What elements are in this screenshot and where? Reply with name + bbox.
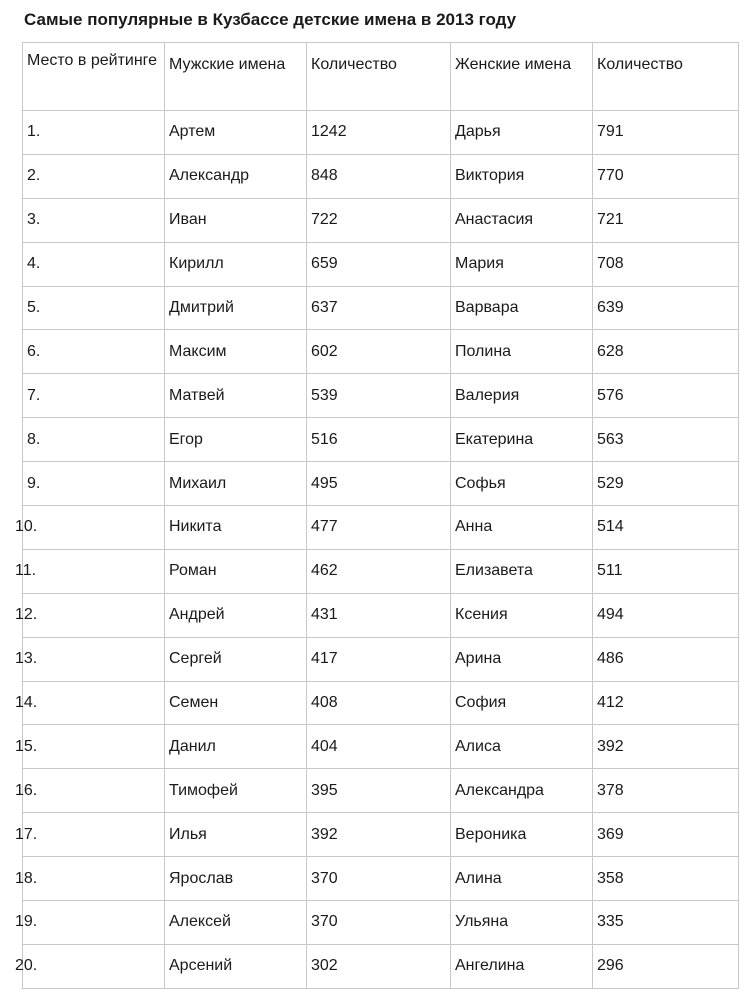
rank-cell xyxy=(23,418,165,462)
header-boy-names: Мужские имена xyxy=(165,43,307,111)
boy-name-cell: Сергей xyxy=(165,638,307,682)
rank-cell xyxy=(23,243,165,287)
girl-name-cell: Ангелина xyxy=(451,945,593,989)
rank-value: 14. xyxy=(15,694,38,712)
boy-name-cell: Максим xyxy=(165,330,307,374)
boy-name-cell: Илья xyxy=(165,813,307,857)
girl-count-cell: 791 xyxy=(593,111,739,155)
girl-count-cell: 378 xyxy=(593,769,739,813)
boy-count-cell: 637 xyxy=(307,287,451,331)
rank-value: 9. xyxy=(27,474,41,492)
boy-count-cell: 462 xyxy=(307,550,451,594)
girl-name-cell: Валерия xyxy=(451,374,593,418)
girl-name-cell: Екатерина xyxy=(451,418,593,462)
girl-count-cell: 412 xyxy=(593,682,739,726)
names-rating-table xyxy=(15,42,739,989)
boy-name-cell: Иван xyxy=(165,199,307,243)
boy-count-cell: 302 xyxy=(307,945,451,989)
girl-name-cell: Алиса xyxy=(451,725,593,769)
rank-value: 4. xyxy=(27,255,41,273)
girl-count-cell: 392 xyxy=(593,725,739,769)
boy-count-cell: 395 xyxy=(307,769,451,813)
header-rank: Место в рейтинге xyxy=(23,43,165,111)
table-row xyxy=(23,550,739,594)
rank-value: 5. xyxy=(27,299,41,316)
boy-name-cell: Александр xyxy=(165,155,307,199)
boy-name-cell: Арсений xyxy=(165,945,307,989)
boy-count-cell: 370 xyxy=(307,857,451,901)
rank-cell xyxy=(23,462,165,506)
rank-cell xyxy=(23,287,165,331)
girl-count-cell: 514 xyxy=(593,506,739,550)
table-row xyxy=(23,725,739,769)
rank-value: 1. xyxy=(27,123,41,141)
table-row xyxy=(23,418,739,462)
girl-name-cell: Арина xyxy=(451,638,593,682)
header-boy-count: Количество xyxy=(307,43,451,111)
boy-name-cell: Никита xyxy=(165,506,307,550)
girl-name-cell: Полина xyxy=(451,330,593,374)
boy-name-cell: Кирилл xyxy=(165,243,307,287)
boy-count-cell: 370 xyxy=(307,901,451,945)
rank-value: 6. xyxy=(27,342,41,360)
table-row xyxy=(23,243,739,287)
boy-name-cell: Дмитрий xyxy=(165,287,307,331)
boy-name-cell: Тимофей xyxy=(165,769,307,813)
girl-count-cell: 369 xyxy=(593,813,739,857)
girl-count-cell: 708 xyxy=(593,243,739,287)
rank-value: 12. xyxy=(15,606,38,624)
rank-cell xyxy=(23,330,165,374)
girl-count-cell: 511 xyxy=(593,550,739,594)
girl-count-cell: 296 xyxy=(593,945,739,989)
girl-name-cell: Алина xyxy=(451,857,593,901)
boy-count-cell: 539 xyxy=(307,374,451,418)
table-row xyxy=(23,111,739,155)
girl-name-cell: Александра xyxy=(451,769,593,813)
header-girl-count: Количество xyxy=(593,43,739,111)
rank-cell xyxy=(15,682,165,726)
rank-value: 8. xyxy=(27,430,41,448)
girl-name-cell: София xyxy=(451,682,593,726)
header-girl-names: Женские имена xyxy=(451,43,593,111)
table-row xyxy=(23,769,739,813)
rank-value: 19. xyxy=(15,913,38,931)
girl-count-cell: 486 xyxy=(593,638,739,682)
boy-name-cell: Андрей xyxy=(165,594,307,638)
rank-value: 3. xyxy=(27,211,41,229)
rank-cell xyxy=(23,155,165,199)
table-row xyxy=(23,945,739,989)
girl-count-cell: 770 xyxy=(593,155,739,199)
table-row xyxy=(23,155,739,199)
boy-name-cell: Роман xyxy=(165,550,307,594)
boy-name-cell: Артем xyxy=(165,111,307,155)
table-row xyxy=(23,857,739,901)
rank-value: 20. xyxy=(15,957,38,975)
boy-count-cell: 495 xyxy=(307,462,451,506)
girl-name-cell: Анастасия xyxy=(451,199,593,243)
rank-cell xyxy=(15,901,165,945)
boy-count-cell: 417 xyxy=(307,638,451,682)
table-row xyxy=(23,813,739,857)
girl-name-cell: Анна xyxy=(451,506,593,550)
rank-cell xyxy=(15,550,165,594)
girl-count-cell: 639 xyxy=(593,287,739,331)
table-row xyxy=(23,506,739,550)
girl-name-cell: Ксения xyxy=(451,594,593,638)
girl-count-cell: 494 xyxy=(593,594,739,638)
girl-name-cell: Дарья xyxy=(451,111,593,155)
rank-cell xyxy=(15,594,165,638)
boy-count-cell: 477 xyxy=(307,506,451,550)
rank-value: 18. xyxy=(15,869,38,887)
table-row xyxy=(23,199,739,243)
rank-cell xyxy=(15,813,165,857)
boy-name-cell: Матвей xyxy=(165,374,307,418)
boy-count-cell: 408 xyxy=(307,682,451,726)
rank-cell xyxy=(23,111,165,155)
rank-value: 7. xyxy=(27,386,41,404)
rank-value: 17. xyxy=(15,825,38,843)
girl-count-cell: 576 xyxy=(593,374,739,418)
rank-value: 11. xyxy=(15,562,37,580)
girl-name-cell: Мария xyxy=(451,243,593,287)
boy-count-cell: 431 xyxy=(307,594,451,638)
boy-name-cell: Ярослав xyxy=(165,857,307,901)
rank-cell xyxy=(15,945,165,989)
table-row xyxy=(23,462,739,506)
boy-count-cell: 848 xyxy=(307,155,451,199)
table-body xyxy=(15,111,739,989)
page-title: Самые популярные в Кузбассе детские имена в 2013 году xyxy=(24,10,517,29)
boy-count-cell: 722 xyxy=(307,199,451,243)
boy-count-cell: 1242 xyxy=(307,111,451,155)
table-row xyxy=(23,287,739,331)
girl-count-cell: 358 xyxy=(593,857,739,901)
rank-value: 2. xyxy=(27,167,41,185)
girl-count-cell: 335 xyxy=(593,901,739,945)
table-header-row xyxy=(23,43,739,111)
rank-value: 10. xyxy=(15,518,38,536)
girl-count-cell: 628 xyxy=(593,330,739,374)
table-row xyxy=(23,330,739,374)
girl-name-cell: Елизавета xyxy=(451,550,593,594)
boy-name-cell: Егор xyxy=(165,418,307,462)
rank-cell xyxy=(15,769,165,813)
girl-name-cell: Виктория xyxy=(451,155,593,199)
boy-name-cell: Михаил xyxy=(165,462,307,506)
boy-name-cell: Данил xyxy=(165,725,307,769)
rank-value: 13. xyxy=(15,650,38,668)
rank-cell xyxy=(15,638,165,682)
table-row xyxy=(23,374,739,418)
boy-name-cell: Алексей xyxy=(165,901,307,945)
table-row xyxy=(23,682,739,726)
rank-cell xyxy=(15,857,165,901)
boy-name-cell: Семен xyxy=(165,682,307,726)
girl-name-cell: Ульяна xyxy=(451,901,593,945)
table-row xyxy=(23,638,739,682)
boy-count-cell: 602 xyxy=(307,330,451,374)
boy-count-cell: 404 xyxy=(307,725,451,769)
girl-count-cell: 721 xyxy=(593,199,739,243)
rank-cell xyxy=(15,725,165,769)
rank-cell xyxy=(15,506,165,550)
table-row xyxy=(23,901,739,945)
boy-count-cell: 516 xyxy=(307,418,451,462)
boy-count-cell: 392 xyxy=(307,813,451,857)
rank-cell xyxy=(23,199,165,243)
girl-name-cell: Варвара xyxy=(451,287,593,331)
rank-value: 16. xyxy=(15,781,38,799)
girl-name-cell: Вероника xyxy=(451,813,593,857)
boy-count-cell: 659 xyxy=(307,243,451,287)
girl-count-cell: 529 xyxy=(593,462,739,506)
table-row xyxy=(23,594,739,638)
girl-name-cell: Софья xyxy=(451,462,593,506)
rank-cell xyxy=(23,374,165,418)
rank-value: 15. xyxy=(15,737,38,755)
girl-count-cell: 563 xyxy=(593,418,739,462)
